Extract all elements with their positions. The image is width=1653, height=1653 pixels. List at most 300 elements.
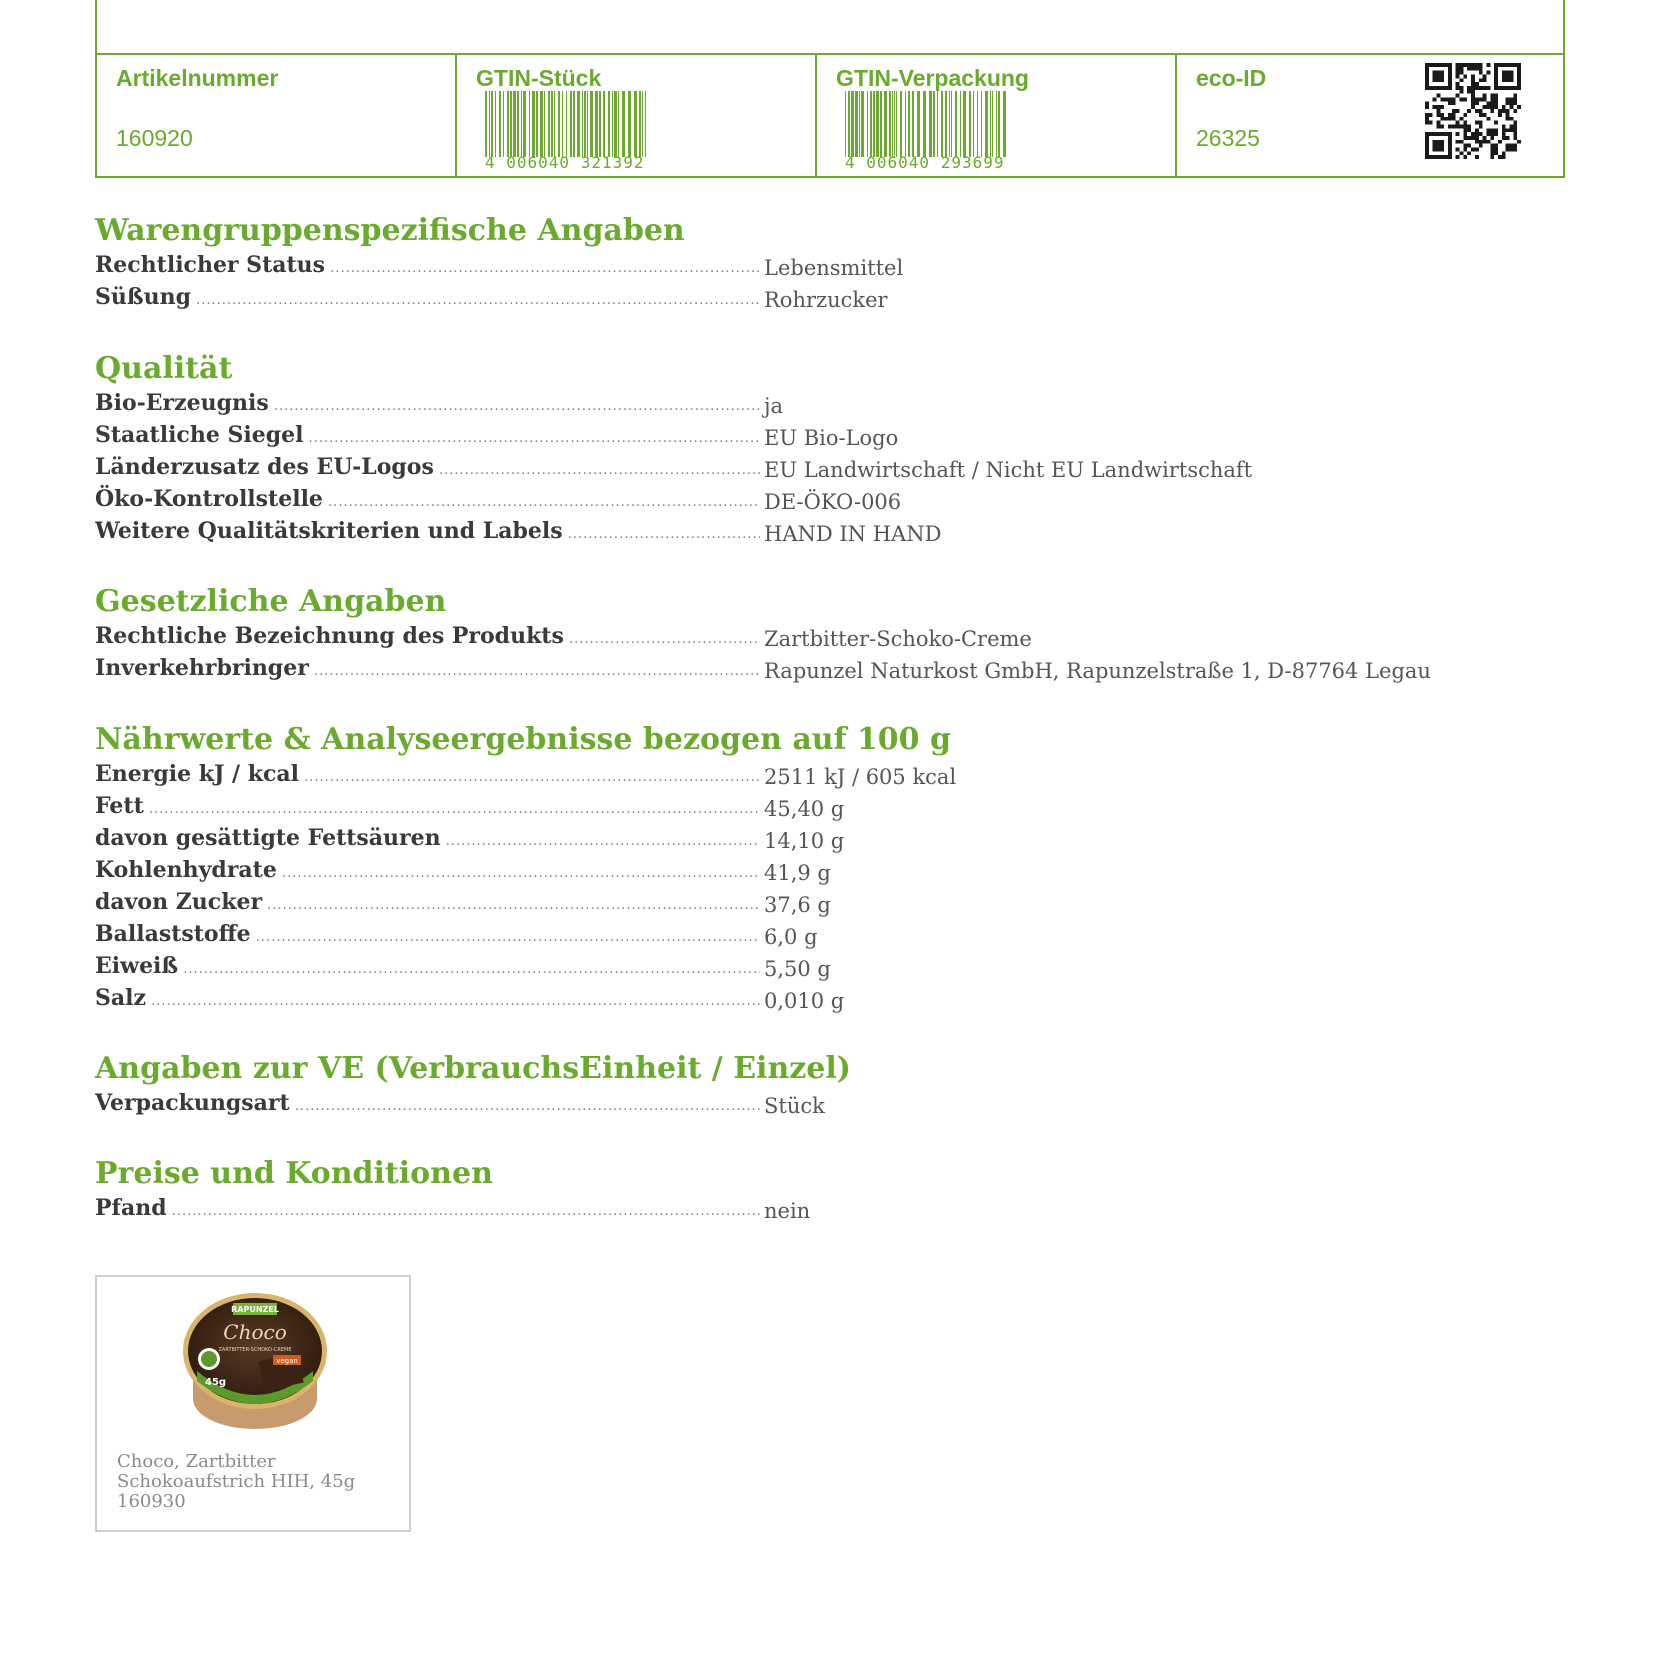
qr-module: [1456, 71, 1460, 75]
qr-module: [1467, 151, 1471, 155]
qr-module: [1456, 82, 1460, 86]
spec-key: Pfand .....: [95, 1192, 760, 1228]
gtin-verpackung-cell: [817, 55, 1177, 176]
qr-module: [1471, 132, 1475, 136]
qr-module: [1448, 67, 1452, 71]
qr-module: [1475, 67, 1479, 71]
qr-module: [1506, 63, 1510, 67]
barcode-bar: [933, 91, 935, 157]
qr-module: [1506, 71, 1510, 75]
related-product-card[interactable]: [95, 1275, 411, 1532]
spec-key: Weitere Qualitätskriterien und Labels .....: [95, 515, 760, 551]
qr-module: [1490, 132, 1494, 136]
qr-module: [1452, 113, 1456, 117]
spec-row: [95, 822, 1495, 854]
spec-row: [95, 950, 1495, 982]
qr-module: [1502, 86, 1506, 90]
barcode-bar: [614, 91, 617, 157]
qr-module: [1460, 140, 1464, 144]
qr-module: [1502, 109, 1506, 113]
qr-module: [1444, 117, 1448, 121]
spec-row: [95, 886, 1495, 918]
qr-module: [1444, 132, 1448, 136]
spec-value: 37,6 g: [764, 893, 831, 917]
spec-value: DE-ÖKO-006: [764, 490, 902, 514]
section-title: Preise und Konditionen: [95, 1156, 493, 1191]
qr-module: [1440, 75, 1444, 79]
qr-module: [1425, 117, 1429, 121]
qr-module: [1448, 124, 1452, 128]
qr-module: [1475, 147, 1479, 151]
qr-module: [1506, 86, 1510, 90]
spec-key: Rechtlicher Status .....: [95, 249, 760, 285]
qr-module: [1471, 75, 1475, 79]
qr-module: [1513, 144, 1517, 148]
qr-module: [1509, 78, 1513, 82]
qr-module: [1494, 63, 1498, 67]
spec-key: Salz .....: [95, 982, 760, 1018]
qr-module: [1494, 82, 1498, 86]
barcode-bar: [949, 91, 950, 157]
qr-module: [1475, 121, 1479, 125]
spec-row: [95, 281, 1495, 313]
barcode-bar: [884, 91, 887, 157]
qr-module: [1437, 113, 1441, 117]
qr-module: [1490, 155, 1494, 159]
barcode-bar: [489, 91, 490, 157]
qr-module: [1471, 105, 1475, 109]
qr-module: [1486, 105, 1490, 109]
qr-module: [1440, 63, 1444, 67]
qr-module: [1433, 155, 1437, 159]
barcode-bar: [876, 91, 879, 157]
spec-value: EU Landwirtschaft / Nicht EU Landwirtschaft: [764, 458, 1253, 482]
qr-module: [1509, 101, 1513, 105]
artikelnummer-cell: [97, 55, 457, 176]
qr-module: [1433, 98, 1437, 102]
qr-module: [1483, 94, 1487, 98]
qr-module: [1494, 86, 1498, 90]
qr-module: [1479, 109, 1483, 113]
qr-module: [1486, 140, 1490, 144]
qr-module: [1467, 144, 1471, 148]
barcode-bar: [544, 91, 545, 157]
qr-module: [1433, 86, 1437, 90]
spec-value: HAND IN HAND: [764, 522, 942, 546]
qr-module: [1425, 101, 1429, 105]
qr-module: [1490, 151, 1494, 155]
qr-module: [1486, 117, 1490, 121]
qr-module: [1467, 86, 1471, 90]
barcode-bar: [510, 91, 512, 157]
spec-row: [95, 451, 1495, 483]
qr-module: [1429, 86, 1433, 90]
qr-module: [1425, 67, 1429, 71]
barcode-bar: [867, 91, 868, 157]
qr-module: [1460, 86, 1464, 90]
barcode-bar: [845, 91, 846, 157]
barcode-bar: [848, 91, 850, 157]
qr-module: [1425, 71, 1429, 75]
package-subtitle: ZARTBITTER-SCHOKO-CREME: [218, 1347, 292, 1353]
gtin-verpackung-number: 4 006040 293699: [845, 153, 1005, 172]
qr-module: [1433, 75, 1437, 79]
spec-value: Rohrzucker: [764, 288, 888, 312]
qr-module: [1425, 113, 1429, 117]
qr-module: [1452, 98, 1456, 102]
section-title: Qualität: [95, 351, 233, 386]
barcode-bar: [990, 91, 991, 157]
qr-module: [1448, 86, 1452, 90]
qr-module: [1486, 63, 1490, 67]
qr-module: [1448, 113, 1452, 117]
spec-value: ja: [764, 394, 784, 418]
qr-module: [1448, 132, 1452, 136]
qr-module: [1483, 105, 1487, 109]
qr-module: [1494, 144, 1498, 148]
spec-value: nein: [764, 1199, 811, 1223]
qr-module: [1437, 75, 1441, 79]
qr-module: [1433, 105, 1437, 109]
qr-module: [1506, 147, 1510, 151]
qr-module: [1425, 75, 1429, 79]
qr-module: [1437, 121, 1441, 125]
gtin-verpackung-barcode: [845, 91, 1010, 157]
spec-key: Staatliche Siegel .....: [95, 419, 760, 455]
qr-module: [1498, 155, 1502, 159]
qr-module: [1452, 117, 1456, 121]
qr-module: [1490, 105, 1494, 109]
spec-value: Stück: [764, 1094, 825, 1118]
qr-module: [1440, 86, 1444, 90]
qr-module: [1502, 128, 1506, 132]
spec-value: 14,10 g: [764, 829, 845, 853]
qr-module: [1437, 71, 1441, 75]
qr-module: [1460, 63, 1464, 67]
qr-module: [1498, 63, 1502, 67]
qr-module: [1483, 140, 1487, 144]
barcode-bar: [570, 91, 572, 157]
qr-module: [1506, 75, 1510, 79]
barcode-bar: [628, 91, 631, 157]
qr-module: [1509, 86, 1513, 90]
qr-module: [1490, 144, 1494, 148]
barcode-bar: [634, 91, 637, 157]
qr-module: [1486, 132, 1490, 136]
qr-module: [1486, 128, 1490, 132]
section-ve: [95, 1051, 1495, 1119]
qr-module: [1513, 147, 1517, 151]
qr-module: [1502, 151, 1506, 155]
qr-module: [1475, 140, 1479, 144]
barcode-bar: [590, 91, 593, 157]
spec-key: davon Zucker .....: [95, 886, 760, 922]
qr-module: [1437, 144, 1441, 148]
spec-key: Süßung .....: [95, 281, 760, 317]
qr-module: [1429, 113, 1433, 117]
barcode-bar: [912, 91, 914, 157]
qr-module: [1456, 94, 1460, 98]
section-title: Angaben zur VE (VerbrauchsEinheit / Einzel): [95, 1051, 851, 1086]
barcode-bar: [584, 91, 586, 157]
qr-module: [1448, 147, 1452, 151]
qr-module: [1475, 63, 1479, 67]
eco-id-cell: [1177, 55, 1563, 176]
qr-module: [1475, 86, 1479, 90]
section-gesetzlich: [95, 584, 1495, 684]
qr-module: [1437, 94, 1441, 98]
qr-module: [1440, 144, 1444, 148]
section-title: Nährwerte & Analyseergebnisse bezogen auf 100 g: [95, 722, 951, 757]
qr-module: [1517, 67, 1521, 71]
spec-value: EU Bio-Logo: [764, 426, 899, 450]
barcode-bar: [996, 91, 997, 157]
eco-id-label: eco-ID: [1196, 65, 1267, 91]
qr-module: [1456, 63, 1460, 67]
spec-row: [95, 918, 1495, 950]
qr-module: [1475, 82, 1479, 86]
qr-module: [1509, 63, 1513, 67]
barcode-bar: [612, 91, 613, 157]
gtin-stueck-barcode: [485, 91, 650, 157]
qr-module: [1471, 101, 1475, 105]
qr-module: [1479, 140, 1483, 144]
qr-module: [1479, 78, 1483, 82]
section-title: Warengruppenspezifische Angaben: [95, 213, 685, 248]
barcode-bar: [929, 91, 932, 157]
qr-module: [1463, 113, 1467, 117]
qr-module: [1513, 94, 1517, 98]
qr-module: [1513, 128, 1517, 132]
qr-module: [1490, 147, 1494, 151]
qr-module: [1433, 147, 1437, 151]
qr-module: [1513, 98, 1517, 102]
spec-row: [95, 790, 1495, 822]
qr-module: [1513, 132, 1517, 136]
qr-module: [1456, 109, 1460, 113]
barcode-bar: [889, 91, 891, 157]
barcode-bar: [645, 91, 646, 157]
barcode-bar: [551, 91, 553, 157]
qr-module: [1437, 105, 1441, 109]
spec-row: [95, 620, 1495, 652]
spec-row: [95, 1192, 1495, 1224]
qr-module: [1440, 155, 1444, 159]
qr-module: [1502, 71, 1506, 75]
qr-module: [1490, 101, 1494, 105]
qr-module: [1440, 105, 1444, 109]
section-naehrwerte: [95, 722, 1495, 1014]
barcode-bar: [642, 91, 643, 157]
qr-module: [1456, 147, 1460, 151]
qr-module: [1448, 71, 1452, 75]
spec-key: Bio-Erzeugnis .....: [95, 387, 760, 423]
product-caption[interactable]: [117, 1452, 407, 1512]
qr-module: [1486, 71, 1490, 75]
qr-module: [1509, 128, 1513, 132]
qr-module: [1452, 124, 1456, 128]
qr-module: [1490, 98, 1494, 102]
qr-module: [1502, 105, 1506, 109]
qr-module: [1463, 75, 1467, 79]
barcode-bar: [554, 91, 555, 157]
qr-module: [1506, 128, 1510, 132]
qr-module: [1437, 155, 1441, 159]
qr-module: [1494, 98, 1498, 102]
qr-module: [1440, 140, 1444, 144]
spec-value: 6,0 g: [764, 925, 818, 949]
qr-module: [1475, 101, 1479, 105]
barcode-bar: [536, 91, 538, 157]
qr-module: [1429, 121, 1433, 125]
qr-module: [1440, 117, 1444, 121]
qr-module: [1502, 75, 1506, 79]
qr-module: [1471, 63, 1475, 67]
package-weight: 45g: [205, 1377, 227, 1388]
qr-module: [1494, 71, 1498, 75]
qr-module: [1517, 75, 1521, 79]
qr-module: [1471, 86, 1475, 90]
qr-module: [1483, 78, 1487, 82]
qr-module: [1475, 128, 1479, 132]
qr-module: [1437, 124, 1441, 128]
qr-module: [1494, 128, 1498, 132]
barcode-bar: [969, 91, 971, 157]
identification-box: [95, 0, 1565, 178]
qr-module: [1425, 140, 1429, 144]
qr-module: [1506, 98, 1510, 102]
qr-module: [1513, 63, 1517, 67]
qr-module: [1456, 67, 1460, 71]
qr-module: [1440, 71, 1444, 75]
qr-module: [1425, 144, 1429, 148]
spec-key: Eiweiß .....: [95, 950, 760, 986]
qr-module: [1502, 155, 1506, 159]
qr-module: [1433, 132, 1437, 136]
qr-module: [1494, 121, 1498, 125]
qr-module: [1479, 124, 1483, 128]
barcode-bar: [977, 91, 978, 157]
qr-module: [1433, 63, 1437, 67]
artikelnummer-value: 160920: [116, 125, 193, 151]
qr-module: [1506, 109, 1510, 113]
qr-module: [1425, 86, 1429, 90]
spec-row: [95, 515, 1495, 547]
barcode-bar: [937, 91, 938, 157]
barcode-bar: [639, 91, 641, 157]
qr-module: [1437, 63, 1441, 67]
qr-module: [1475, 132, 1479, 136]
qr-module: [1471, 98, 1475, 102]
qr-module: [1456, 86, 1460, 90]
qr-module: [1448, 144, 1452, 148]
qr-module: [1475, 136, 1479, 140]
qr-module: [1502, 136, 1506, 140]
qr-module: [1513, 121, 1517, 125]
gtin-stueck-label: GTIN-Stück: [476, 65, 602, 91]
spec-value: 41,9 g: [764, 861, 831, 885]
qr-module: [1440, 132, 1444, 136]
qr-module: [1425, 132, 1429, 136]
section-warengruppe: [95, 213, 1495, 313]
qr-module: [1509, 147, 1513, 151]
qr-module: [1456, 155, 1460, 159]
section-title: Gesetzliche Angaben: [95, 584, 447, 619]
qr-module: [1471, 90, 1475, 94]
qr-module: [1467, 124, 1471, 128]
qr-module: [1479, 67, 1483, 71]
qr-module: [1483, 86, 1487, 90]
qr-module: [1475, 98, 1479, 102]
qr-module: [1479, 98, 1483, 102]
barcode-bar: [998, 91, 1000, 157]
qr-module: [1433, 71, 1437, 75]
barcode-bar: [1003, 91, 1006, 157]
qr-module: [1479, 144, 1483, 148]
barcode-bar: [855, 91, 858, 157]
spec-value: 5,50 g: [764, 957, 831, 981]
section-qualitaet: [95, 351, 1495, 547]
qr-module: [1494, 67, 1498, 71]
barcode-bar: [917, 91, 920, 157]
spec-value: 2511 kJ / 605 kcal: [764, 765, 957, 789]
barcode-bar: [973, 91, 974, 157]
qr-module: [1460, 71, 1464, 75]
qr-module: [1471, 78, 1475, 82]
qr-module: [1448, 75, 1452, 79]
qr-module: [1467, 63, 1471, 67]
qr-module: [1429, 63, 1433, 67]
qr-module: [1483, 136, 1487, 140]
qr-module: [1433, 78, 1437, 82]
qr-module: [1463, 155, 1467, 159]
qr-module: [1456, 75, 1460, 79]
qr-module: [1429, 155, 1433, 159]
qr-module: [1444, 98, 1448, 102]
qr-module: [1479, 63, 1483, 67]
qr-module: [1440, 147, 1444, 151]
spec-value: Zartbitter-Schoko-Creme: [764, 627, 1032, 651]
barcode-bar: [880, 91, 882, 157]
barcode-bar: [859, 91, 860, 157]
qr-code[interactable]: [1425, 63, 1521, 159]
qr-module: [1444, 63, 1448, 67]
qr-module: [1513, 101, 1517, 105]
qr-module: [1479, 132, 1483, 136]
qr-module: [1456, 121, 1460, 125]
qr-module: [1463, 128, 1467, 132]
barcode-bar: [941, 91, 943, 157]
qr-module: [1444, 86, 1448, 90]
qr-module: [1460, 98, 1464, 102]
qr-module: [1460, 124, 1464, 128]
qr-module: [1463, 124, 1467, 128]
barcode-bar: [529, 91, 530, 157]
spec-key: Fett .....: [95, 790, 760, 826]
spec-row: [95, 387, 1495, 419]
qr-module: [1425, 151, 1429, 155]
qr-module: [1448, 82, 1452, 86]
qr-module: [1483, 113, 1487, 117]
product-image[interactable]: [175, 1289, 335, 1439]
qr-module: [1509, 117, 1513, 121]
qr-module: [1433, 144, 1437, 148]
qr-module: [1502, 132, 1506, 136]
qr-module: [1463, 144, 1467, 148]
barcode-bar: [532, 91, 535, 157]
qr-module: [1513, 124, 1517, 128]
barcode-bar: [603, 91, 605, 157]
